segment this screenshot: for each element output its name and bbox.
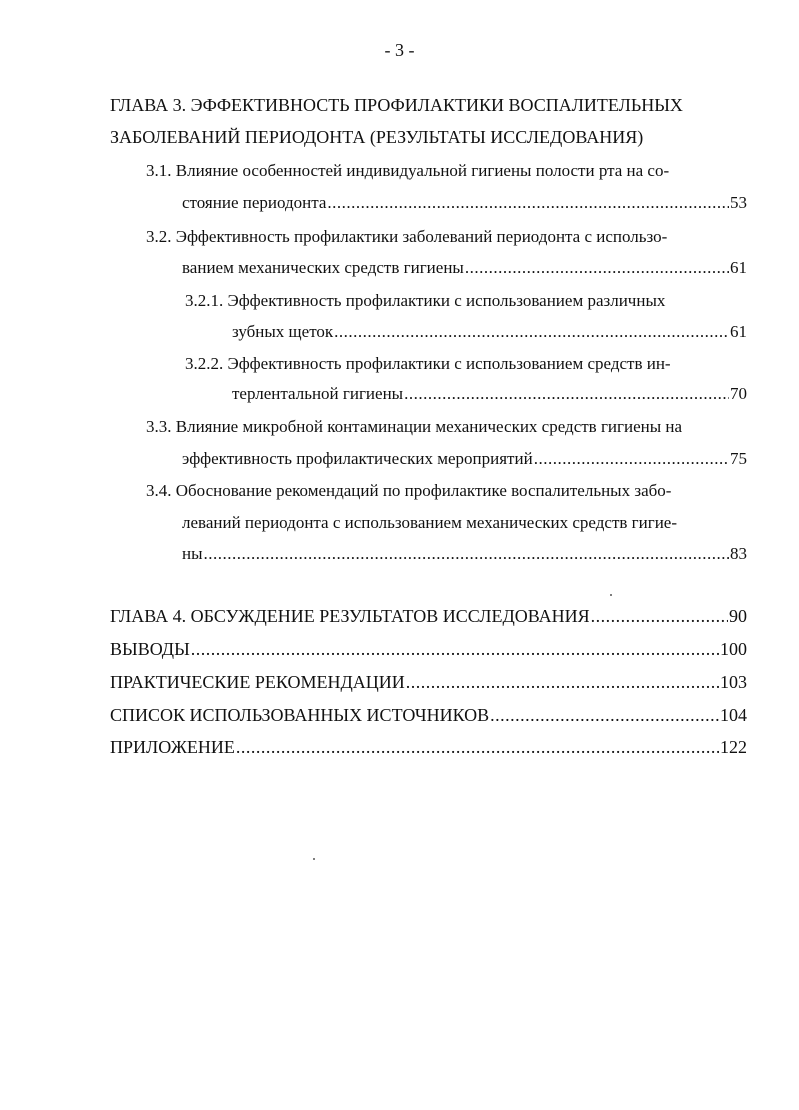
- leader-dots: [334, 321, 729, 343]
- section-3-4-entry: [182, 543, 747, 565]
- section-3-4-line-1: 3.4. Обоснование рекомендаций по профилактике воспалительных забо-: [146, 481, 672, 500]
- leader-dots: [327, 192, 729, 214]
- page-number: - 3 -: [384, 40, 415, 60]
- section-3-4-page: 83: [730, 544, 747, 563]
- toc-entry-recommendations: [110, 671, 747, 693]
- toc-entry-page: 100: [720, 639, 747, 659]
- section-3-2-entry: [182, 257, 747, 279]
- section-3-2-2-line-1: 3.2.2. Эффективность профилактики с использованием средств ин-: [185, 354, 671, 373]
- section-3-2-2-entry: [232, 383, 747, 405]
- leader-dots: [406, 671, 719, 693]
- section-3-4-line-3: ны: [182, 544, 203, 563]
- section-3-1-entry: [182, 192, 747, 214]
- leader-dots: [204, 543, 729, 565]
- toc-entry-label: ГЛАВА 4. ОБСУЖДЕНИЕ РЕЗУЛЬТАТОВ ИССЛЕДОВАНИЯ: [110, 606, 590, 626]
- section-3-3-page: 75: [730, 449, 747, 468]
- section-3-3-line-2: эффективность профилактических мероприятий: [182, 449, 533, 468]
- toc-entry-label: ПРИЛОЖЕНИЕ: [110, 737, 235, 757]
- toc-entry-label: ПРАКТИЧЕСКИЕ РЕКОМЕНДАЦИИ: [110, 672, 405, 692]
- leader-dots: [591, 605, 728, 627]
- toc-entry-label: СПИСОК ИСПОЛЬЗОВАННЫХ ИСТОЧНИКОВ: [110, 705, 490, 725]
- leader-dots: [534, 448, 729, 470]
- section-3-2-line-1: 3.2. Эффективность профилактики заболеваний периодонта с использо-: [146, 227, 668, 246]
- toc-entry-chapter-4: [110, 605, 747, 627]
- section-3-2-line-2: ванием механических средств гигиены: [182, 258, 464, 277]
- section-3-2-1-line-2: зубных щеток: [232, 322, 334, 341]
- toc-entry-appendix: [110, 736, 747, 758]
- leader-dots: [404, 383, 729, 405]
- chapter-3-title-line-2: ЗАБОЛЕВАНИЙ ПЕРИОДОНТА (РЕЗУЛЬТАТЫ ИССЛЕДОВАНИЯ): [110, 127, 644, 147]
- leader-dots: [465, 257, 729, 279]
- section-3-1-line-1: 3.1. Влияние особенностей индивидуальной гигиены полости рта на со-: [146, 161, 670, 180]
- toc-entry-page: 103: [720, 672, 747, 692]
- section-3-1-page: 53: [730, 193, 747, 212]
- toc-entry-references: [110, 704, 747, 726]
- leader-dots: [191, 638, 719, 660]
- toc-entry-page: 122: [720, 737, 747, 757]
- leader-dots: [236, 736, 719, 758]
- section-3-2-1-line-1: 3.2.1. Эффективность профилактики с использованием различных: [185, 291, 666, 310]
- section-3-2-1-entry: [232, 321, 747, 343]
- scan-speck: [313, 858, 315, 860]
- toc-entry-page: 90: [729, 606, 747, 626]
- section-3-3-entry: [182, 448, 747, 470]
- section-3-2-1-page: 61: [730, 322, 747, 341]
- chapter-3-title-line-1: ГЛАВА 3. ЭФФЕКТИВНОСТЬ ПРОФИЛАКТИКИ ВОСПАЛИТЕЛЬНЫХ: [110, 95, 683, 115]
- section-3-2-2-line-2: терлентальной гигиены: [232, 384, 404, 403]
- scan-speck: [610, 594, 612, 596]
- section-3-2-page: 61: [730, 258, 747, 277]
- section-3-1-line-2: стояние периодонта: [182, 193, 327, 212]
- leader-dots: [490, 704, 719, 726]
- section-3-4-line-2: леваний периодонта с использованием механических средств гигие-: [182, 513, 677, 532]
- toc-entry-conclusions: [110, 638, 747, 660]
- toc-entry-page: 104: [720, 705, 747, 725]
- toc-entry-label: ВЫВОДЫ: [110, 639, 190, 659]
- section-3-2-2-page: 70: [730, 384, 747, 403]
- section-3-3-line-1: 3.3. Влияние микробной контаминации механических средств гигиены на: [146, 417, 683, 436]
